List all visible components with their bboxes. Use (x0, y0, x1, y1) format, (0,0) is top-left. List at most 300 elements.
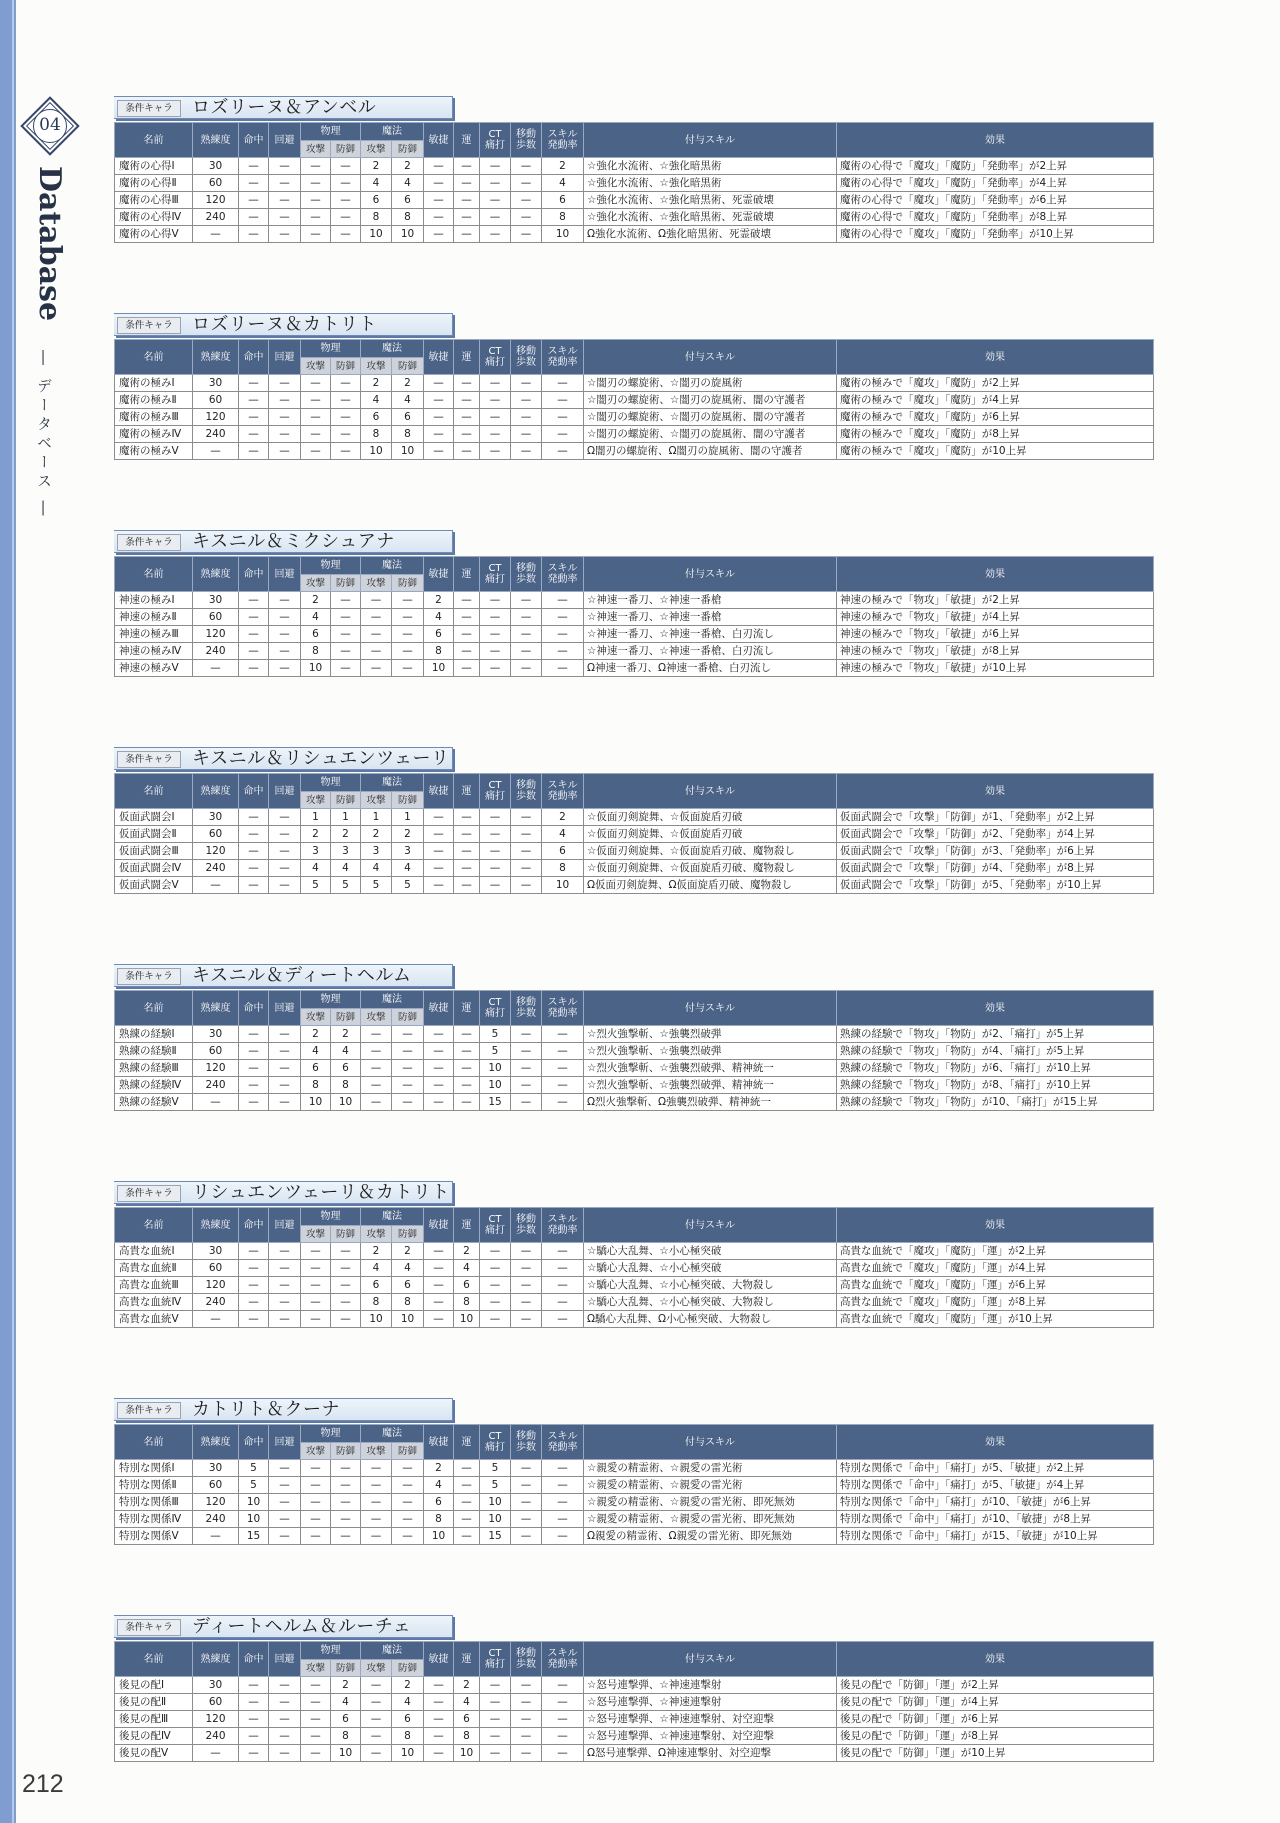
skill-rate-cell: 6 (542, 192, 584, 209)
table-row (115, 409, 1154, 426)
accuracy-cell: — (239, 1745, 269, 1762)
header-ct-critical (480, 557, 511, 592)
luck-cell: 10 (454, 1311, 480, 1328)
table-header (115, 1642, 1154, 1677)
table-row (115, 1694, 1154, 1711)
magic-attack-cell: — (361, 1494, 392, 1511)
agility-cell: — (424, 209, 454, 226)
ct-critical-cell: — (480, 209, 511, 226)
header-agility: 敏捷 (424, 1208, 454, 1243)
agility-cell: — (424, 1745, 454, 1762)
skill-rate-cell: — (542, 643, 584, 660)
luck-cell: 2 (454, 1243, 480, 1260)
header-proficiency: 熟練度 (193, 557, 239, 592)
accuracy-cell: — (239, 192, 269, 209)
phys-defense-cell: 2 (331, 826, 361, 843)
proficiency-cell: — (193, 877, 239, 894)
effect-cell: 魔術の極みで「魔攻」「魔防」が10上昇 (837, 443, 1154, 460)
magic-attack-cell: — (361, 660, 392, 677)
header-magic: 魔法 (361, 123, 424, 141)
magic-attack-cell: — (361, 1077, 392, 1094)
evasion-cell: — (269, 1711, 301, 1728)
accuracy-cell: — (239, 443, 269, 460)
table-row (115, 1260, 1154, 1277)
phys-defense-cell: — (331, 1528, 361, 1545)
table-body (115, 1026, 1154, 1111)
phys-attack-cell: — (301, 443, 331, 460)
header-rate-line2: 発動率 (547, 1008, 578, 1019)
header-ct-critical (480, 123, 511, 158)
magic-attack-cell: — (361, 626, 392, 643)
accuracy-cell: — (239, 1694, 269, 1711)
header-magic: 魔法 (361, 557, 424, 575)
skill-rate-cell: — (542, 1728, 584, 1745)
effect-cell: 魔術の極みで「魔攻」「魔防」が6上昇 (837, 409, 1154, 426)
skill-name-cell: 魔術の心得Ⅴ (115, 226, 193, 243)
header-move-line1: 移動 (516, 346, 536, 357)
header-phys-defense: 防御 (331, 141, 361, 158)
granted-skills-cell: ☆怒号連撃弾、☆神速連撃射、対空迎撃 (584, 1728, 837, 1745)
luck-cell: — (454, 1494, 480, 1511)
phys-defense-cell: — (331, 375, 361, 392)
accuracy-cell: — (239, 1294, 269, 1311)
magic-defense-cell: 10 (392, 226, 424, 243)
skill-name-cell: 仮面武闘会Ⅲ (115, 843, 193, 860)
header-agility: 敏捷 (424, 340, 454, 375)
phys-defense-cell: 10 (331, 1094, 361, 1111)
header-ct-line2: 痛打 (485, 1225, 505, 1236)
move-steps-cell: — (511, 1026, 542, 1043)
magic-attack-cell: — (361, 1711, 392, 1728)
proficiency-cell: 30 (193, 1677, 239, 1694)
magic-attack-cell: 4 (361, 175, 392, 192)
skill-rate-cell: — (542, 1528, 584, 1545)
skill-rate-cell: — (542, 443, 584, 460)
skill-rate-cell: — (542, 609, 584, 626)
ct-critical-cell: — (480, 426, 511, 443)
proficiency-cell: 120 (193, 626, 239, 643)
magic-defense-cell: — (392, 626, 424, 643)
evasion-cell: — (269, 1060, 301, 1077)
luck-cell: — (454, 592, 480, 609)
phys-attack-cell: — (301, 426, 331, 443)
effect-cell: 仮面武闘会で「攻撃」「防御」が1、「発動率」が2上昇 (837, 809, 1154, 826)
header-evasion: 回避 (269, 1425, 301, 1460)
header-magic-attack: 攻撃 (361, 358, 392, 375)
magic-attack-cell: 6 (361, 409, 392, 426)
evasion-cell: — (269, 158, 301, 175)
phys-attack-cell: 8 (301, 1077, 331, 1094)
granted-skills-cell: ☆親愛の精霊術、☆親愛の雷光術、即死無効 (584, 1494, 837, 1511)
granted-skills-cell: Ω闇刃の螺旋術、Ω闇刃の旋風術、闇の守護者 (584, 443, 837, 460)
header-rate-line1: スキル (547, 780, 578, 791)
header-rate-line2: 発動率 (547, 574, 578, 585)
effect-cell: 熟練の経験で「物攻」「物防」が2、「痛打」が5上昇 (837, 1026, 1154, 1043)
magic-defense-cell: — (392, 609, 424, 626)
magic-defense-cell: 2 (392, 158, 424, 175)
phys-defense-cell: — (331, 1477, 361, 1494)
magic-attack-cell: 1 (361, 809, 392, 826)
effect-cell: 魔術の心得で「魔攻」「魔防」「発動率」が4上昇 (837, 175, 1154, 192)
header-magic-attack: 攻撃 (361, 792, 392, 809)
header-physical: 物理 (301, 123, 361, 141)
magic-defense-cell: — (392, 643, 424, 660)
condition-label: 条件キャラ (117, 317, 181, 334)
skill-rate-cell: — (542, 1094, 584, 1111)
phys-defense-cell: 4 (331, 1043, 361, 1060)
magic-defense-cell: 3 (392, 843, 424, 860)
effect-cell: 神速の極みで「物攻」「敏捷」が2上昇 (837, 592, 1154, 609)
skill-rate-cell: 2 (542, 809, 584, 826)
agility-cell: 10 (424, 1528, 454, 1545)
skill-rate-cell: — (542, 409, 584, 426)
magic-attack-cell: 6 (361, 1277, 392, 1294)
effect-cell: 熟練の経験で「物攻」「物防」が6、「痛打」が10上昇 (837, 1060, 1154, 1077)
effect-cell: 魔術の極みで「魔攻」「魔防」が8上昇 (837, 426, 1154, 443)
skill-rate-cell: 6 (542, 843, 584, 860)
header-rate-line2: 発動率 (547, 1442, 578, 1453)
accuracy-cell: — (239, 1060, 269, 1077)
accuracy-cell: — (239, 860, 269, 877)
header-name: 名前 (115, 123, 193, 158)
phys-attack-cell: 3 (301, 843, 331, 860)
evasion-cell: — (269, 592, 301, 609)
condition-section (114, 1615, 1153, 1762)
luck-cell: — (454, 609, 480, 626)
accuracy-cell: 10 (239, 1511, 269, 1528)
effect-cell: 仮面武闘会で「攻撃」「防御」が3、「発動率」が6上昇 (837, 843, 1154, 860)
luck-cell: — (454, 843, 480, 860)
effect-cell: 魔術の心得で「魔攻」「魔防」「発動率」が2上昇 (837, 158, 1154, 175)
header-move-line2: 歩数 (516, 1225, 536, 1236)
magic-attack-cell: — (361, 1043, 392, 1060)
bonus-table (114, 556, 1154, 677)
magic-attack-cell: 3 (361, 843, 392, 860)
magic-defense-cell: 8 (392, 426, 424, 443)
move-steps-cell: — (511, 1077, 542, 1094)
granted-skills-cell: ☆親愛の精霊術、☆親愛の雷光術 (584, 1460, 837, 1477)
character-pair-title: キスニル＆リシュエンツェーリ (192, 748, 450, 769)
accuracy-cell: — (239, 592, 269, 609)
header-rate-line1: スキル (547, 1431, 578, 1442)
header-name: 名前 (115, 1642, 193, 1677)
skill-name-cell: 高貴な血統Ⅰ (115, 1243, 193, 1260)
accuracy-cell: — (239, 843, 269, 860)
header-skill-rate (542, 340, 584, 375)
magic-defense-cell: — (392, 1026, 424, 1043)
luck-cell: 10 (454, 1745, 480, 1762)
header-rate-line1: スキル (547, 129, 578, 140)
skill-name-cell: 魔術の極みⅢ (115, 409, 193, 426)
proficiency-cell: — (193, 443, 239, 460)
accuracy-cell: — (239, 809, 269, 826)
move-steps-cell: — (511, 1494, 542, 1511)
move-steps-cell: — (511, 843, 542, 860)
luck-cell: 6 (454, 1277, 480, 1294)
ct-critical-cell: — (480, 609, 511, 626)
ct-critical-cell: 10 (480, 1077, 511, 1094)
header-magic-defense: 防御 (392, 792, 424, 809)
luck-cell: — (454, 860, 480, 877)
header-agility: 敏捷 (424, 1642, 454, 1677)
phys-attack-cell: 4 (301, 1043, 331, 1060)
move-steps-cell: — (511, 409, 542, 426)
phys-defense-cell: 5 (331, 877, 361, 894)
proficiency-cell: 60 (193, 175, 239, 192)
header-move-steps (511, 1642, 542, 1677)
table-body (115, 1677, 1154, 1762)
agility-cell: — (424, 443, 454, 460)
evasion-cell: — (269, 1460, 301, 1477)
header-physical: 物理 (301, 774, 361, 792)
header-magic-attack: 攻撃 (361, 575, 392, 592)
table-row (115, 1026, 1154, 1043)
header-ct-critical (480, 1425, 511, 1460)
header-skill-rate (542, 774, 584, 809)
header-physical: 物理 (301, 340, 361, 358)
effect-cell: 高貴な血統で「魔攻」「魔防」「運」が8上昇 (837, 1294, 1154, 1311)
evasion-cell: — (269, 660, 301, 677)
header-move-line2: 歩数 (516, 1659, 536, 1670)
ct-critical-cell: — (480, 1277, 511, 1294)
table-row (115, 877, 1154, 894)
phys-defense-cell: — (331, 1260, 361, 1277)
magic-attack-cell: — (361, 1677, 392, 1694)
effect-cell: 高貴な血統で「魔攻」「魔防」「運」が10上昇 (837, 1311, 1154, 1328)
table-header (115, 1425, 1154, 1460)
effect-cell: 熟練の経験で「物攻」「物防」が10、「痛打」が15上昇 (837, 1094, 1154, 1111)
header-physical: 物理 (301, 1425, 361, 1443)
header-granted-skills: 付与スキル (584, 340, 837, 375)
ct-critical-cell: — (480, 1677, 511, 1694)
ct-critical-cell: 15 (480, 1094, 511, 1111)
table-row (115, 192, 1154, 209)
table-row (115, 1460, 1154, 1477)
character-pair-title: ロズリーヌ＆カトリト (192, 314, 377, 335)
character-pair-title: ロズリーヌ＆アンベル (192, 97, 377, 118)
section-title-bar (114, 964, 453, 987)
evasion-cell: — (269, 426, 301, 443)
magic-attack-cell: 10 (361, 443, 392, 460)
effect-cell: 仮面武闘会で「攻撃」「防御」が2、「発動率」が4上昇 (837, 826, 1154, 843)
magic-defense-cell: 10 (392, 1745, 424, 1762)
luck-cell: — (454, 1511, 480, 1528)
header-phys-defense: 防御 (331, 1009, 361, 1026)
accuracy-cell: — (239, 1043, 269, 1060)
header-phys-attack: 攻撃 (301, 1226, 331, 1243)
header-evasion: 回避 (269, 774, 301, 809)
table-header (115, 340, 1154, 375)
move-steps-cell: — (511, 158, 542, 175)
header-move-steps (511, 340, 542, 375)
phys-attack-cell: — (301, 1711, 331, 1728)
magic-attack-cell: 2 (361, 375, 392, 392)
evasion-cell: — (269, 1494, 301, 1511)
granted-skills-cell: ☆怒号連撃弾、☆神速連撃射 (584, 1694, 837, 1711)
evasion-cell: — (269, 1043, 301, 1060)
skill-name-cell: 後見の配Ⅱ (115, 1694, 193, 1711)
evasion-cell: — (269, 643, 301, 660)
effect-cell: 熟練の経験で「物攻」「物防」が8、「痛打」が10上昇 (837, 1077, 1154, 1094)
condition-label: 条件キャラ (117, 751, 181, 768)
magic-attack-cell: — (361, 1060, 392, 1077)
condition-section (114, 1398, 1153, 1545)
header-move-line1: 移動 (516, 1214, 536, 1225)
header-evasion: 回避 (269, 1208, 301, 1243)
header-move-line2: 歩数 (516, 140, 536, 151)
evasion-cell: — (269, 1094, 301, 1111)
table-row (115, 1511, 1154, 1528)
phys-attack-cell: 2 (301, 592, 331, 609)
skill-rate-cell: — (542, 1260, 584, 1277)
evasion-cell: — (269, 226, 301, 243)
header-phys-defense: 防御 (331, 1660, 361, 1677)
header-magic: 魔法 (361, 1425, 424, 1443)
table-row (115, 209, 1154, 226)
header-proficiency: 熟練度 (193, 1425, 239, 1460)
skill-rate-cell: — (542, 375, 584, 392)
skill-rate-cell: — (542, 1711, 584, 1728)
ct-critical-cell: 5 (480, 1460, 511, 1477)
effect-cell: 特別な関係で「命中」「痛打」が10、「敏捷」が8上昇 (837, 1511, 1154, 1528)
section-title-bar (114, 1181, 453, 1204)
evasion-cell: — (269, 860, 301, 877)
skill-rate-cell: — (542, 1060, 584, 1077)
skill-name-cell: 熟練の経験Ⅱ (115, 1043, 193, 1060)
effect-cell: 後見の配で「防御」「運」が2上昇 (837, 1677, 1154, 1694)
skill-name-cell: 特別な関係Ⅱ (115, 1477, 193, 1494)
agility-cell: 10 (424, 660, 454, 677)
header-row (115, 123, 1154, 141)
chapter-badge (21, 97, 79, 155)
header-accuracy: 命中 (239, 1642, 269, 1677)
agility-cell: — (424, 1094, 454, 1111)
magic-attack-cell: 8 (361, 426, 392, 443)
skill-name-cell: 特別な関係Ⅰ (115, 1460, 193, 1477)
ct-critical-cell: — (480, 643, 511, 660)
phys-defense-cell: 1 (331, 809, 361, 826)
luck-cell: — (454, 643, 480, 660)
phys-defense-cell: — (331, 609, 361, 626)
header-move-steps (511, 557, 542, 592)
table-row (115, 1745, 1154, 1762)
skill-rate-cell: — (542, 1311, 584, 1328)
evasion-cell: — (269, 443, 301, 460)
proficiency-cell: 240 (193, 643, 239, 660)
table-row (115, 826, 1154, 843)
header-magic-attack: 攻撃 (361, 1660, 392, 1677)
proficiency-cell: 60 (193, 1477, 239, 1494)
skill-rate-cell: — (542, 1494, 584, 1511)
magic-defense-cell: — (392, 660, 424, 677)
proficiency-cell: 120 (193, 192, 239, 209)
phys-defense-cell: — (331, 1294, 361, 1311)
evasion-cell: — (269, 175, 301, 192)
proficiency-cell: 30 (193, 809, 239, 826)
ct-critical-cell: — (480, 1745, 511, 1762)
header-rate-line1: スキル (547, 997, 578, 1008)
header-move-line1: 移動 (516, 997, 536, 1008)
effect-cell: 熟練の経験で「物攻」「物防」が4、「痛打」が5上昇 (837, 1043, 1154, 1060)
move-steps-cell: — (511, 877, 542, 894)
table-row (115, 1477, 1154, 1494)
skill-rate-cell: 10 (542, 877, 584, 894)
ct-critical-cell: — (480, 1311, 511, 1328)
agility-cell: — (424, 392, 454, 409)
magic-defense-cell: 2 (392, 1677, 424, 1694)
header-magic-attack: 攻撃 (361, 141, 392, 158)
phys-defense-cell: 8 (331, 1077, 361, 1094)
granted-skills-cell: Ω神速一番刀、Ω神速一番槍、白刃流し (584, 660, 837, 677)
phys-attack-cell: — (301, 226, 331, 243)
magic-attack-cell: — (361, 1094, 392, 1111)
skill-rate-cell: — (542, 660, 584, 677)
table-row (115, 1243, 1154, 1260)
accuracy-cell: 5 (239, 1477, 269, 1494)
move-steps-cell: — (511, 1711, 542, 1728)
phys-attack-cell: — (301, 158, 331, 175)
phys-defense-cell: — (331, 443, 361, 460)
skill-rate-cell: 2 (542, 158, 584, 175)
granted-skills-cell: ☆親愛の精霊術、☆親愛の雷光術 (584, 1477, 837, 1494)
agility-cell: 4 (424, 609, 454, 626)
header-accuracy: 命中 (239, 340, 269, 375)
granted-skills-cell: ☆烈火強撃斬、☆強襲烈破弾 (584, 1043, 837, 1060)
phys-attack-cell: 6 (301, 626, 331, 643)
skill-name-cell: 神速の極みⅠ (115, 592, 193, 609)
header-row (115, 557, 1154, 575)
granted-skills-cell: ☆驕心大乱舞、☆小心極突破、大物殺し (584, 1294, 837, 1311)
accuracy-cell: 15 (239, 1528, 269, 1545)
header-granted-skills: 付与スキル (584, 1208, 837, 1243)
magic-defense-cell: 10 (392, 443, 424, 460)
condition-section (114, 530, 1153, 677)
header-move-line1: 移動 (516, 1648, 536, 1659)
phys-attack-cell: — (301, 1677, 331, 1694)
phys-defense-cell: 10 (331, 1745, 361, 1762)
magic-defense-cell: 6 (392, 1277, 424, 1294)
condition-section (114, 313, 1153, 460)
header-move-steps (511, 1208, 542, 1243)
magic-defense-cell: — (392, 1060, 424, 1077)
section-title-bar (114, 313, 453, 336)
phys-defense-cell: 6 (331, 1711, 361, 1728)
magic-attack-cell: 10 (361, 226, 392, 243)
table-row (115, 1077, 1154, 1094)
header-move-steps (511, 123, 542, 158)
magic-defense-cell: 6 (392, 409, 424, 426)
phys-attack-cell: — (301, 1243, 331, 1260)
header-luck: 運 (454, 1425, 480, 1460)
phys-attack-cell: — (301, 192, 331, 209)
page-number: 212 (22, 1770, 64, 1798)
header-ct-critical (480, 340, 511, 375)
granted-skills-cell: ☆神速一番刀、☆神速一番槍 (584, 609, 837, 626)
proficiency-cell: 120 (193, 1060, 239, 1077)
header-accuracy: 命中 (239, 557, 269, 592)
magic-attack-cell: 2 (361, 826, 392, 843)
header-move-line2: 歩数 (516, 1442, 536, 1453)
header-granted-skills: 付与スキル (584, 991, 837, 1026)
granted-skills-cell: ☆烈火強撃斬、☆強襲烈破弾、精神統一 (584, 1077, 837, 1094)
move-steps-cell: — (511, 1260, 542, 1277)
granted-skills-cell: ☆驕心大乱舞、☆小心極突破 (584, 1260, 837, 1277)
luck-cell: — (454, 209, 480, 226)
header-phys-defense: 防御 (331, 358, 361, 375)
effect-cell: 高貴な血統で「魔攻」「魔防」「運」が4上昇 (837, 1260, 1154, 1277)
proficiency-cell: 120 (193, 409, 239, 426)
header-name: 名前 (115, 557, 193, 592)
